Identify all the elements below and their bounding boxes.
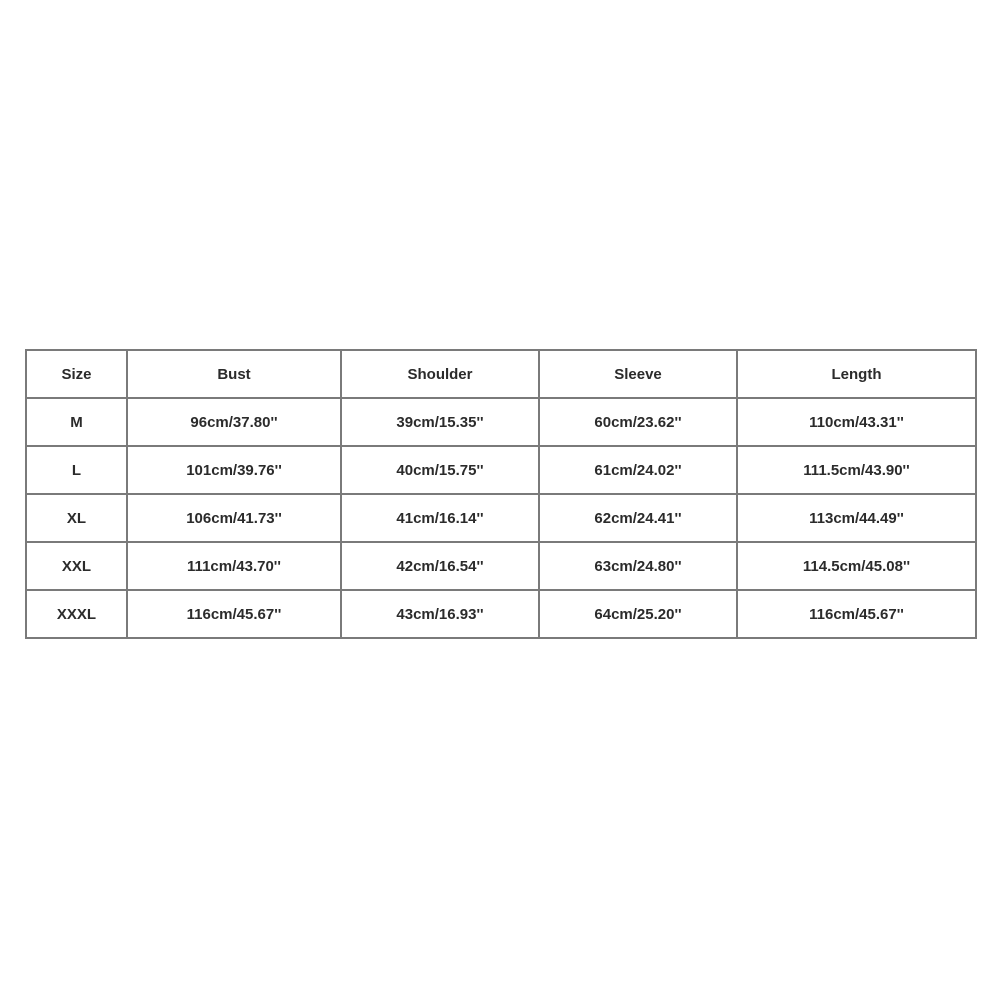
cell-size: XXL [26, 542, 127, 590]
table-header-row [26, 350, 976, 398]
header-size: Size [26, 350, 127, 398]
cell-shoulder: 40cm/15.75'' [341, 446, 539, 494]
cell-bust: 106cm/41.73'' [127, 494, 341, 542]
cell-sleeve: 63cm/24.80'' [539, 542, 737, 590]
cell-sleeve: 61cm/24.02'' [539, 446, 737, 494]
table-row [26, 542, 976, 590]
cell-size: XXXL [26, 590, 127, 638]
table-row [26, 446, 976, 494]
table-row [26, 494, 976, 542]
header-sleeve: Sleeve [539, 350, 737, 398]
cell-bust: 101cm/39.76'' [127, 446, 341, 494]
cell-length: 113cm/44.49'' [737, 494, 976, 542]
cell-length: 114.5cm/45.08'' [737, 542, 976, 590]
cell-size: XL [26, 494, 127, 542]
cell-length: 111.5cm/43.90'' [737, 446, 976, 494]
header-length: Length [737, 350, 976, 398]
cell-shoulder: 42cm/16.54'' [341, 542, 539, 590]
cell-bust: 116cm/45.67'' [127, 590, 341, 638]
table-row [26, 590, 976, 638]
header-bust: Bust [127, 350, 341, 398]
cell-sleeve: 64cm/25.20'' [539, 590, 737, 638]
cell-size: M [26, 398, 127, 446]
cell-length: 110cm/43.31'' [737, 398, 976, 446]
size-chart-table [25, 349, 977, 639]
cell-bust: 96cm/37.80'' [127, 398, 341, 446]
cell-bust: 111cm/43.70'' [127, 542, 341, 590]
table-row [26, 398, 976, 446]
cell-shoulder: 43cm/16.93'' [341, 590, 539, 638]
cell-length: 116cm/45.67'' [737, 590, 976, 638]
cell-sleeve: 62cm/24.41'' [539, 494, 737, 542]
cell-sleeve: 60cm/23.62'' [539, 398, 737, 446]
header-shoulder: Shoulder [341, 350, 539, 398]
cell-shoulder: 41cm/16.14'' [341, 494, 539, 542]
cell-size: L [26, 446, 127, 494]
cell-shoulder: 39cm/15.35'' [341, 398, 539, 446]
